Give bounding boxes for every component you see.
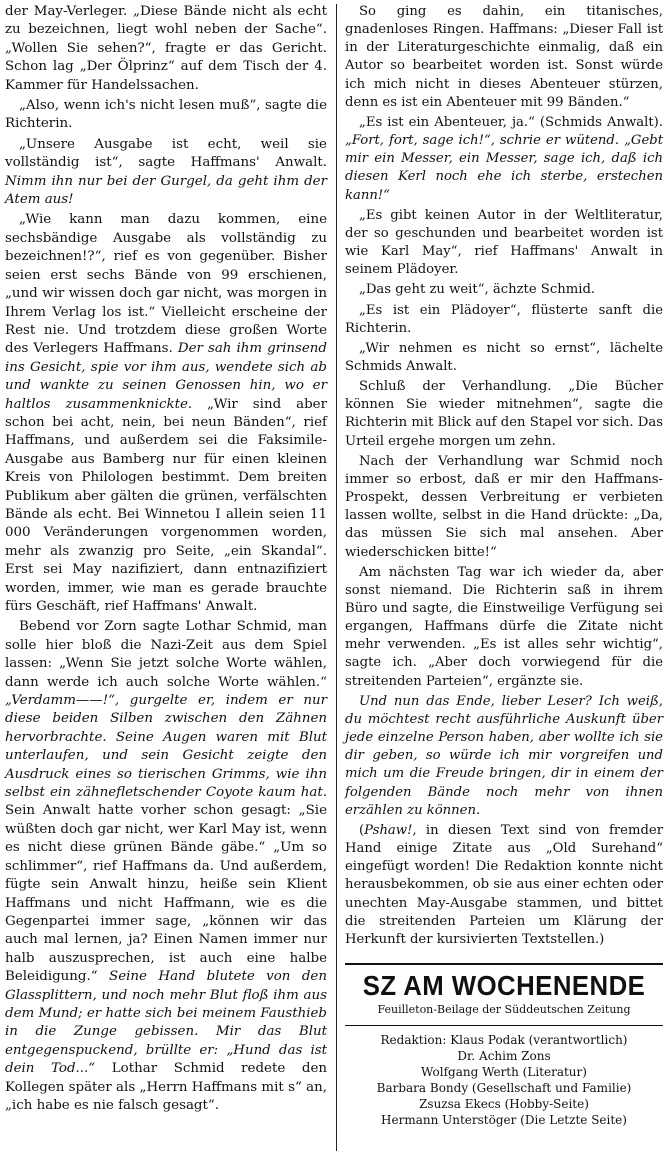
editor-credit: Redaktion: Klaus Podak (verantwortlich) [380,1032,628,1047]
italic-quote: Nimm ihn nur bei der Gurgel, da geht ihm der Atem aus! [5,173,327,208]
paragraph: „Wie kann man dazu kommen, eine sechsbändige Ausgabe als vollständig zu bezeichnen!?“, rief es von gegenüber. Bisher seien erst sechs Bände von 99 erschienen, „und wir wissen doch gar nicht, was morgen in Ihrem Verlag los ist.“ Vielleicht erscheine der Rest nie. Und trotzdem diese großen Worte des Verlegers Haffmans. Der sah ihm grinsend ins Gesicht, spie vor ihm aus, wendete sich ab und wankte zu seinen Genossen hin, wo er haltlos zusammenknickte. „Wir sind aber schon bei acht, nein, bei neun Bänden“, rief Haffmans, und außerdem sei die Faksimile-Ausgabe aus Bamberg nur für einen kleinen Kreis von Philologen bestimmt. Dem breiten Publikum aber gälten die grünen, verfälschten Bände als echt. Bei Winnetou I allein seien 11 000 Veränderungen vorgenommen worden, mehr als zwanzig pro Seite, „ein Skandal“. Erst sei May nazifiziert, dann entnazifiziert worden, immer, wie man es gerade brauchte fürs Geschäft, rief Haffmans' Anwalt. [5,212,327,614]
masthead-divider [345,1025,663,1026]
paragraph: „Unsere Ausgabe ist echt, weil sie vollständig ist“, sagte Haffmans' Anwalt. Nimm ihn nur bei der Gurgel, da geht ihm der Atem aus! [5,136,327,208]
paragraph: „Es ist ein Plädoyer“, flüsterte sanft die Richterin. [345,302,663,336]
editor-credit: Zsuzsa Ekecs (Hobby-Seite) [419,1096,589,1111]
paragraph: Schluß der Verhandlung. „Die Bücher können Sie wieder mitnehmen“, sagte die Richterin mit Blick auf den Stapel vor sich. Das Urteil ergehe morgen um zehn. [345,379,663,449]
italic-quote: Und nun das Ende, lieber Leser? Ich weiß, du möchtest recht ausführliche Auskunft über jede einzelne Person haben, aber wollte ich sie dir geben, so würde ich mir vorgreifen und mich um die Freude bringen, dir in einem der folgenden Bände noch mehr von ihnen erzählen zu können. [345,693,663,818]
italic-quote: Seine Hand blutete von den Glassplittern, und noch mehr Blut floß ihm aus dem Mund; er hatte sich bei meinem Fausthieb in die Zunge gebissen. Mir das Blut entgegenspuckend, brüllte er: „Hund das ist dein Tod...“ [5,969,327,1077]
paragraph: „Es ist ein Abenteuer, ja.“ (Schmids Anwalt). „Fort, fort, sage ich!“, schrie er wütend. „Gebt mir ein Messer, ein Messer, sage ich, daß ich diesen Kerl noch ehe ich sterbe, erstechen kann!“ [345,114,663,203]
italic-quote: Pshaw! [364,822,413,838]
masthead-title: SZ AM WOCHENENDE [362,969,646,1001]
paragraph: „Wir nehmen es nicht so ernst“, lächelte Schmids Anwalt. [345,340,663,374]
paragraph: Am nächsten Tag war ich wieder da, aber sonst niemand. Die Richterin saß in ihrem Büro und sagte, die Einstweilige Verfügung sei ergangen, Haffmans dürfe die Zitate nicht mehr verwenden. „Es ist alles sehr wichtig“, sagte ich. „Aber doch vorwiegend für die streitenden Parteien“, ergänzte sie. [345,564,663,689]
editor-credit: Dr. Achim Zons [457,1048,551,1063]
paragraph: Bebend vor Zorn sagte Lothar Schmid, man solle hier bloß die Nazi-Zeit aus dem Spiel lassen: „Wenn Sie jetzt solche Worte wählen, dann werde ich auch solche Worte wählen.“ „Verdamm——!“, gurgelte er, indem er nur diese beiden Silben zwischen den Zähnen hervorbrachte. Seine Augen waren mit Blut unterlaufen, und sein Gesicht zeigte den Ausdruck eines so tierischen Grimms, wie ihn selbst ein zähnefletschender Coyote kaum hat. Sein Anwalt hatte vorher schon gesagt: „Sie wüßten doch gar nicht, wer Karl May ist, wenn es nicht diese grünen Bände gäbe.“ „Um so schlimmer“, rief Haffmans da. Und außerdem, fügte sein Anwalt hinzu, heiße sein Klient Haffmans und nicht Haffmann, wie es die Gegenpartei immer sage, „können wir das auch mal lernen, ja? Einen Namen immer nur halb auszusprechen, ist auch eine halbe Beleidigung.“ Seine Hand blutete von den Glassplittern, und noch mehr Blut floß ihm aus dem Mund; er hatte sich bei meinem Fausthieb in die Zunge gebissen. Mir das Blut entgegenspuckend, brüllte er: „Hund das ist dein Tod...“ Lothar Schmid redete den Kollegen später als „Herrn Haffmans mit s“ an, „ich habe es nie falsch gesagt“. [5,619,327,1113]
paragraph: „Also, wenn ich's nicht lesen muß“, sagte die Richterin. [5,98,327,132]
paragraph: So ging es dahin, ein titanisches, gnadenloses Ringen. Haffmans: „Dieser Fall ist in der Literaturgeschichte einmalig, daß ein Autor so bearbeitet worden ist. Sonst würde ich mich nicht in dieses Abenteuer stürzen, denn es ist ein Abenteuer mit 99 Bänden.“ [345,4,663,110]
italic-quote: „Fort, fort, sage ich!“, schrie er wütend. „Gebt mir ein Messer, ein Messer, sage ich, daß ich diesen Kerl noch ehe ich sterbe, erstechen kann!“ [345,133,663,203]
editor-credit: Barbara Bondy (Gesellschaft und Familie) [376,1080,632,1095]
paragraph: der May-Verleger. „Diese Bände nicht als echt zu bezeichnen, liegt wohl neben der Sache“. „Wollen Sie sehen?“, fragte er das Gericht. Schon lag „Der Ölprinz“ auf dem Tisch der 4. Kammer für Handelssachen. [5,4,327,93]
paragraph: Nach der Verhandlung war Schmid noch immer so erbost, daß er mir den Haffmans-Prospekt, dessen Verbreitung er verbieten lassen wollte, selbst in die Hand drückte: „Da, das müssen Sie sich mal ansehen. Aber wiederschicken bitte!“ [345,453,663,560]
masthead-subtitle: Feuilleton-Beilage der Süddeutschen Zeitung [377,1002,631,1016]
paragraph [345,693,663,820]
editor-credit: Hermann Unterstöger (Die Letzte Seite) [381,1112,627,1127]
masthead [345,963,663,1128]
italic-quote: Der sah ihm grinsend ins Gesicht, spie vor ihm aus, wendete sich ab und wankte zu seinen Genossen hin, wo er haltlos zusammenknickte. [5,341,327,412]
column-divider [336,4,337,1151]
article-column-right [345,3,663,1128]
paragraph: (Pshaw!, in diesen Text sind von fremder Hand einige Zitate aus „Old Surehand“ eingefügt worden! Die Redaktion konnte nicht herausbekommen, ob sie aus einer echten oder unechten May-Ausgabe stammen, und bittet die streitenden Parteien um Klärung der Herkunft der kursivierten Textstellen.) [345,822,663,947]
editor-credit: Wolfgang Werth (Literatur) [421,1064,587,1079]
paragraph: „Das geht zu weit“, ächzte Schmid. [359,282,596,298]
paragraph: „Es gibt keinen Autor in der Weltliteratur, der so geschunden und bearbeitet worden ist wie Karl May“, rief Haffmans' Anwalt in seinem Plädoyer. [345,207,663,278]
italic-quote: „Verdamm——!“, gurgelte er, indem er nur diese beiden Silben zwischen den Zähnen hervorbrachte. Seine Augen waren mit Blut unterlaufen, und sein Gesicht zeigte den Ausdruck eines so tierischen Grimms, wie ihn selbst ein zähnefletschender Coyote kaum hat. [5,693,327,801]
article-column-left [5,3,327,1117]
